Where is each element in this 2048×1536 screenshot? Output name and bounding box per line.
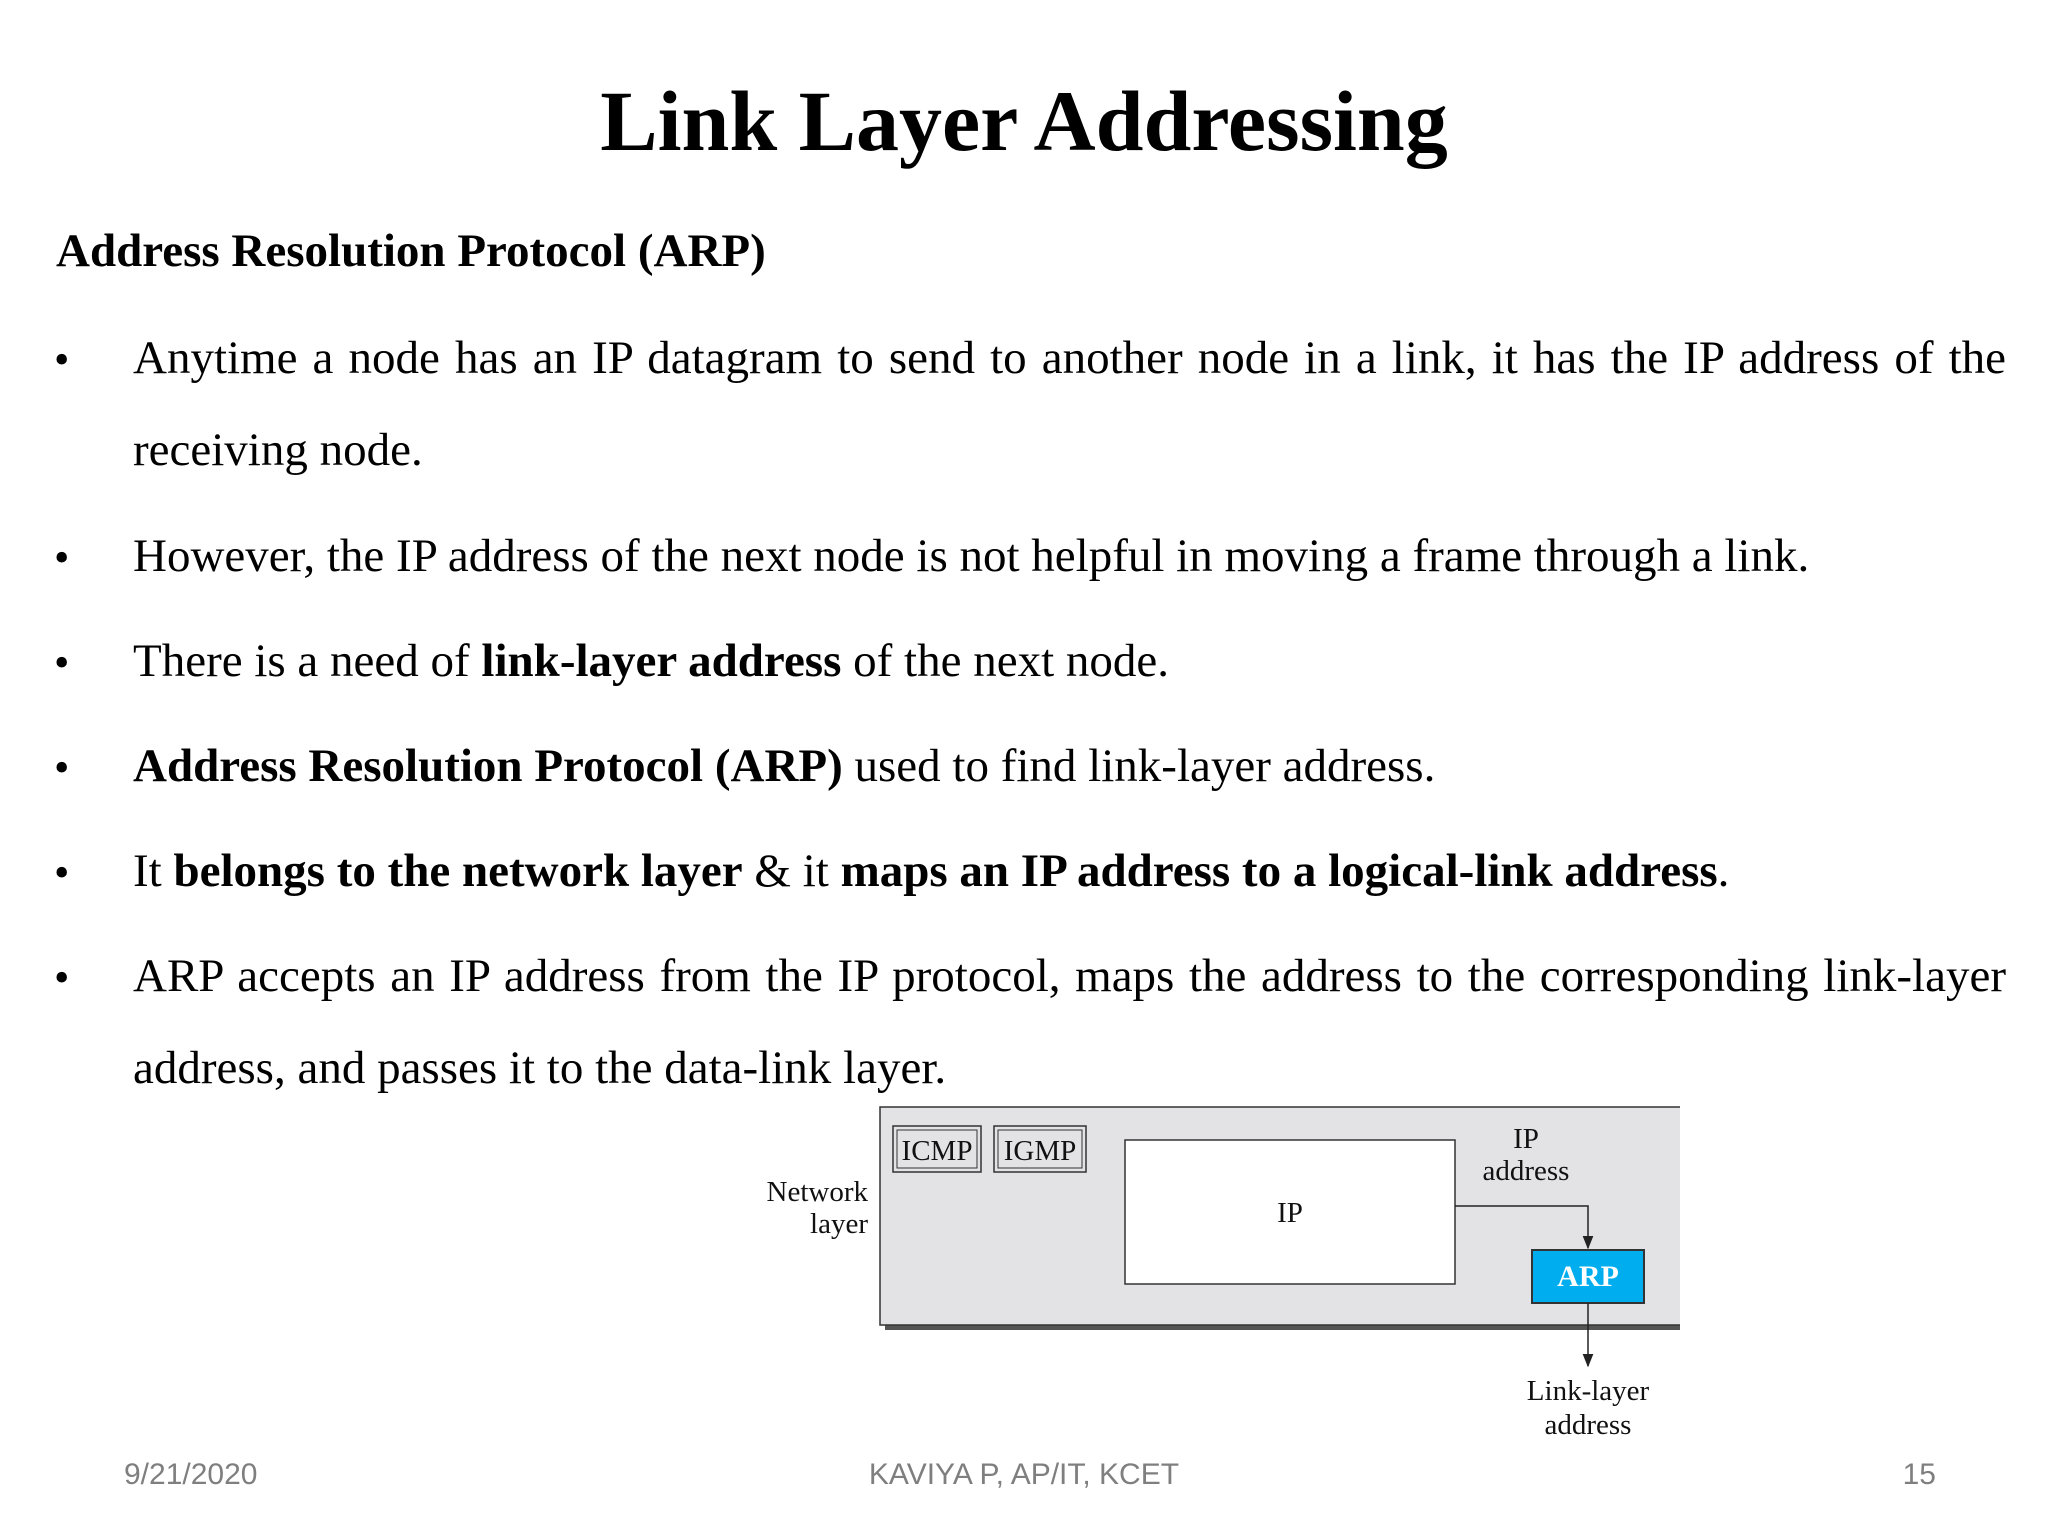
link-layer-address-label: Link-layer	[1526, 1375, 1650, 1407]
bullet-text-bold: maps an IP address to a logical-link address	[840, 845, 1718, 897]
bullet-item	[133, 825, 2006, 917]
arp-label: ARP	[1557, 1260, 1619, 1293]
network-layer-label: Network	[766, 1176, 868, 1208]
ip-address-label: IP	[1513, 1123, 1539, 1155]
bullet-item	[133, 930, 2006, 1114]
bullet-text-bold: link-layer address	[481, 635, 842, 687]
bullet-marker: •	[54, 335, 70, 384]
ip-label: IP	[1277, 1197, 1303, 1229]
bullet-text-run: There is a need of	[133, 635, 482, 687]
footer-page-number: 15	[1902, 1458, 1936, 1491]
bullet-item	[133, 510, 2006, 602]
slide-title: Link Layer Addressing	[600, 73, 1448, 169]
footer-date: 9/21/2020	[124, 1458, 258, 1491]
bullet-marker: •	[54, 743, 70, 792]
bullet-item	[133, 615, 2006, 707]
bullet-marker: •	[54, 533, 70, 582]
bullet-text-run: used to find link-layer address.	[842, 740, 1436, 792]
bullet-marker: •	[54, 638, 70, 687]
icmp-label: ICMP	[901, 1135, 973, 1167]
arp-diagram	[760, 1100, 1680, 1480]
bullet-text-run: Anytime a node has an IP datagram to send to another node in a link, it has the IP address of the receiving node.	[133, 332, 2006, 476]
bullet-item	[133, 720, 2006, 812]
bullet-text-bold: Address Resolution Protocol (ARP)	[133, 740, 843, 792]
bullet-text-run: of the next node.	[841, 635, 1169, 687]
ip-address-label: address	[1482, 1155, 1570, 1187]
slide-subtitle: Address Resolution Protocol (ARP)	[56, 225, 766, 277]
bullet-text-run: It	[133, 845, 174, 897]
link-layer-address-label: address	[1544, 1409, 1632, 1441]
bullet-text-bold: belongs to the network layer	[173, 845, 743, 897]
bullet-marker: •	[54, 848, 70, 897]
network-layer-label: layer	[810, 1208, 868, 1240]
footer-author: KAVIYA P, AP/IT, KCET	[868, 1458, 1180, 1491]
bullet-marker: •	[54, 953, 70, 1002]
bullet-text-run: However, the IP address of the next node is not helpful in moving a frame through a link.	[133, 530, 1810, 582]
bullet-item	[133, 312, 2006, 496]
igmp-label: IGMP	[1003, 1135, 1077, 1167]
bullet-text-run: & it	[742, 845, 841, 897]
bullet-text-run: ARP accepts an IP address from the IP protocol, maps the address to the corresponding link-layer address, and passes it to the data-link layer.	[133, 950, 2006, 1094]
bullet-text-run: .	[1717, 845, 1730, 897]
